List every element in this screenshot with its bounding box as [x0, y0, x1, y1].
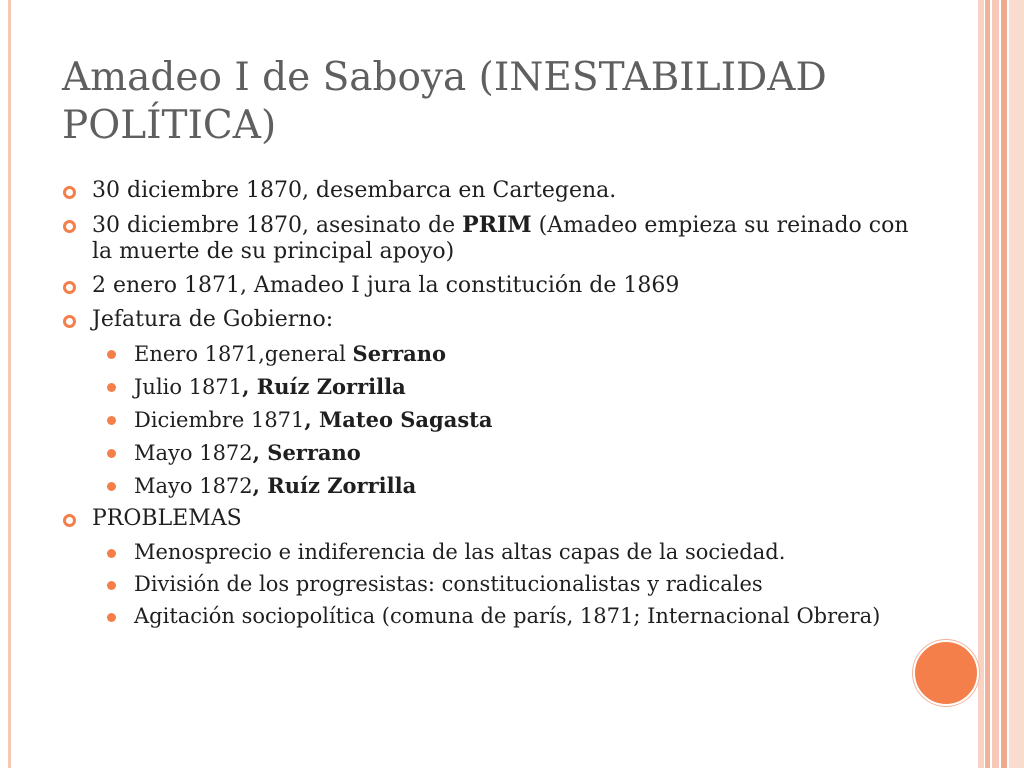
dot-bullet-icon: [107, 613, 116, 622]
item-text: Jefatura de Gobierno:: [92, 307, 334, 332]
ring-bullet-icon: [63, 315, 76, 328]
right-decor-stripe: [1009, 0, 1024, 768]
sub-bullet-item: [62, 374, 922, 400]
item-text: 2 enero 1871, Amadeo I jura la constitución de 1869: [92, 273, 680, 298]
item-text: Agitación sociopolítica (comuna de parís, 1871; Internacional Obrera): [134, 604, 881, 628]
dot-bullet-icon: [107, 416, 116, 425]
sub-bullet-item: [62, 604, 922, 629]
item-text: (Amadeo empieza su reinado con la muerte de su principal apoyo): [92, 213, 909, 264]
bold-text: , Ruíz Zorrilla: [252, 473, 417, 498]
item-text: Diciembre 1871: [134, 408, 305, 432]
right-decor-stripe: [978, 0, 984, 768]
dot-bullet-icon: [107, 449, 116, 458]
item-text: Enero 1871,general: [134, 342, 353, 366]
ring-bullet-icon: [63, 281, 76, 294]
item-text: Mayo 1872: [134, 441, 253, 465]
dot-bullet-icon: [107, 350, 116, 359]
item-text: PROBLEMAS: [92, 506, 242, 531]
sub-bullet-item: [62, 407, 922, 433]
dot-bullet-icon: [107, 383, 116, 392]
left-border-line: [8, 0, 11, 768]
sub-bullet-item: [62, 540, 922, 565]
item-text: 30 diciembre 1870, asesinato de: [92, 213, 463, 238]
item-text: División de los progresistas: constitucionalistas y radicales: [134, 572, 763, 596]
sub-bullet-item: [62, 473, 922, 499]
slide-title: Amadeo I de Saboya (INESTABILIDAD POLÍTICA): [62, 55, 827, 148]
slide-content: [62, 178, 922, 636]
dot-bullet-icon: [107, 581, 116, 590]
dot-bullet-icon: [107, 482, 116, 491]
bullet-item: [62, 506, 922, 532]
ring-bullet-icon: [63, 220, 76, 233]
bold-text: , Ruíz Zorrilla: [242, 374, 406, 399]
item-text: Menosprecio e indiferencia de las altas capas de la sociedad.: [134, 540, 786, 564]
item-text: Mayo 1872: [134, 474, 253, 498]
right-decor-stripe: [992, 0, 999, 768]
right-decor-stripe: [1001, 0, 1007, 768]
sub-bullet-item: [62, 440, 922, 466]
decor-circle: [913, 640, 979, 706]
sub-bullet-item: [62, 572, 922, 597]
ring-bullet-icon: [63, 186, 76, 199]
ring-bullet-icon: [63, 514, 76, 527]
bold-text: , Mateo Sagasta: [304, 407, 493, 432]
bold-text: Serrano: [352, 341, 447, 366]
item-text: 30 diciembre 1870, desembarca en Cartegena.: [92, 178, 617, 203]
right-decor-stripe: [985, 0, 990, 768]
bullet-item: [62, 307, 922, 333]
item-text: Julio 1871: [134, 375, 243, 399]
bold-text: PRIM: [462, 212, 532, 238]
sub-bullet-item: [62, 341, 922, 367]
dot-bullet-icon: [107, 549, 116, 558]
bullet-item: [62, 212, 922, 265]
bullet-item: [62, 273, 922, 299]
bullet-item: [62, 178, 922, 204]
bold-text: , Serrano: [252, 440, 361, 465]
